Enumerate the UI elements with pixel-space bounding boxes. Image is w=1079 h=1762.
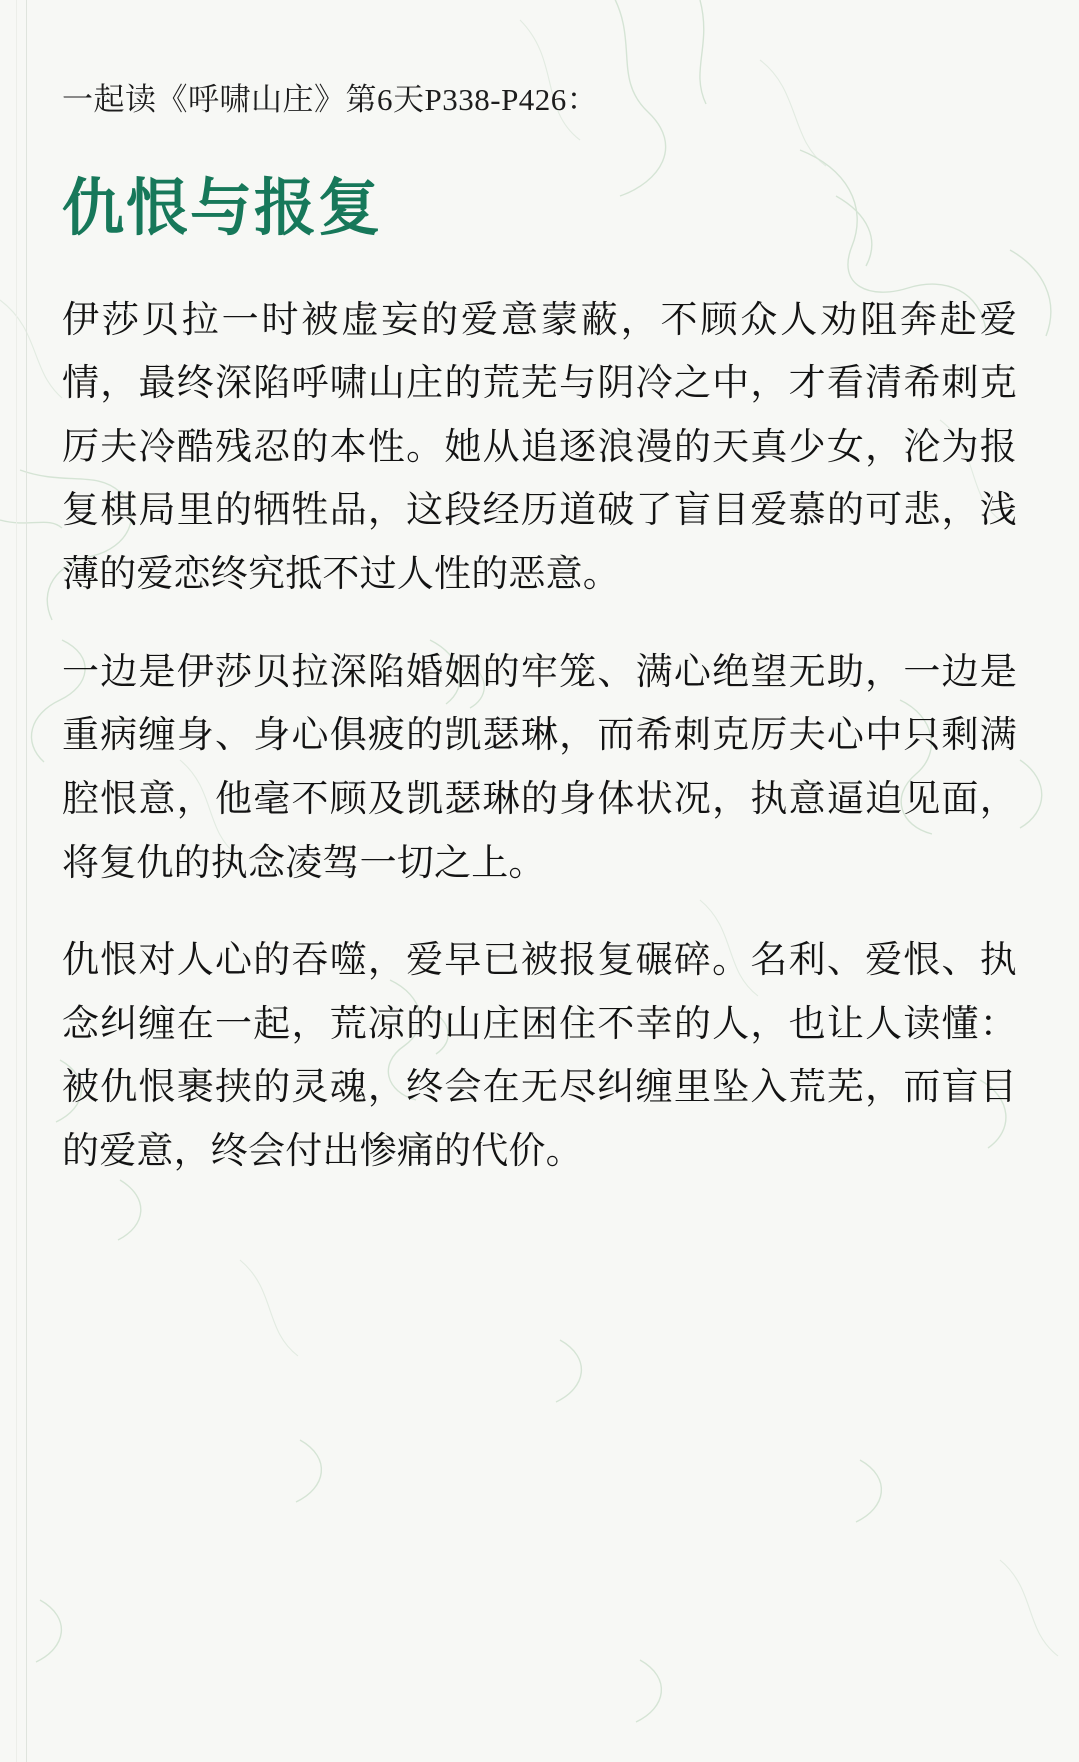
page-title: 仇恨与报复 <box>62 175 383 244</box>
reading-plan-kicker: 一起读《呼啸山庄》第6天P338-P426： <box>62 82 599 117</box>
paragraph: 一边是伊莎贝拉深陷婚姻的牢笼、满心绝望无助，一边是重病缠身、身心俱疲的凯瑟琳，而希刺克厉夫心中只剩满腔恨意，他毫不顾及凯瑟琳的身体状况，执意逼迫见面，将复仇的执念凌驾一切之上。 <box>62 651 1017 884</box>
paragraph: 仇恨对人心的吞噬，爱早已被报复碾碎。名利、爱恨、执念纠缠在一起，荒凉的山庄困住不幸的人，也让人读懂：被仇恨裹挟的灵魂，终会在无尽纠缠里坠入荒芜，而盲目的爱意，终会付出惨痛的代价。 <box>62 940 1017 1173</box>
paragraph: 伊莎贝拉一时被虚妄的爱意蒙蔽，不顾众人劝阻奔赴爱情，最终深陷呼啸山庄的荒芜与阴冷之中，才看清希刺克厉夫冷酷残忍的本性。她从追逐浪漫的天真少女，沦为报复棋局里的牺牲品，这段经历道破了盲目爱慕的可悲，浅薄的爱恋终究抵不过人性的恶意。 <box>62 299 1017 596</box>
article-body <box>62 247 1017 1184</box>
